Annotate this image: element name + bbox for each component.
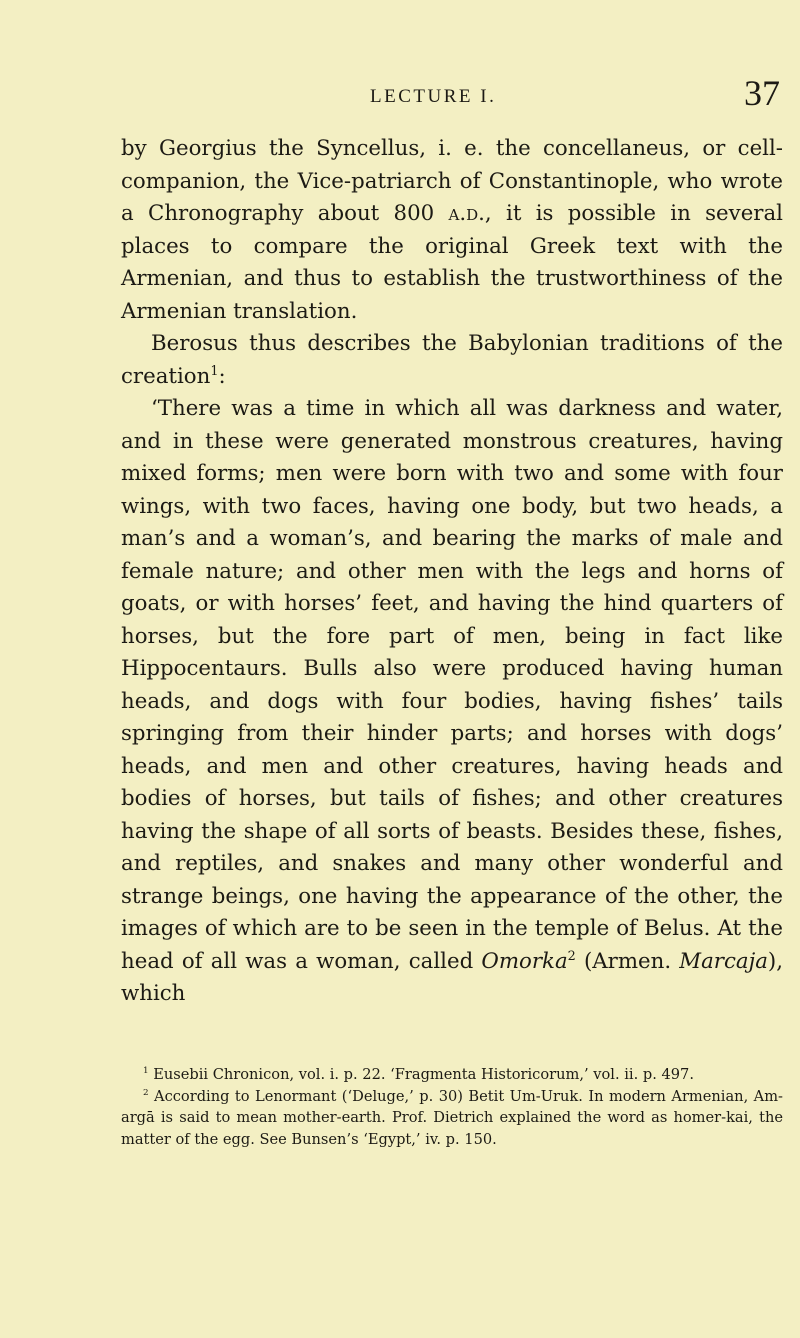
term-omorka: Omorka — [481, 948, 568, 974]
footnote-1 — [121, 1064, 783, 1086]
footnotes — [121, 1064, 783, 1150]
paragraph-berosus — [121, 328, 783, 393]
quotation-text: ), which — [121, 948, 783, 1006]
paragraph-text: : — [218, 363, 226, 389]
footnote-2 — [121, 1086, 783, 1151]
term-marcaja: Marcaja — [679, 948, 768, 974]
footnote-text: Eusebii Chronicon, vol. i. p. 22. ‘Fragmenta Historicorum,’ vol. ii. p. 497. — [148, 1066, 694, 1083]
footnote-ref-2: 2 — [567, 948, 576, 964]
page-header — [120, 68, 780, 113]
paragraph-text: Berosus thus describes the Babylonian traditions of the creation — [121, 331, 783, 389]
paragraph-text: , it is possible in several places to compare the original Greek text with the Armenian, and thus to establish the trustworthiness of the Armenian translation. — [121, 201, 783, 324]
footnote-marker: 2 — [143, 1087, 149, 1098]
footnote-marker: 1 — [143, 1066, 149, 1077]
paragraph-quotation — [121, 393, 783, 1011]
running-head: LECTURE I. — [370, 86, 497, 107]
quotation-text: ‘There was a time in which all was darkness and water, and in these were generated monstrous creatures, having mixed forms; men were born with two and some with four wings, with two faces, having one body, but two heads, a man’s and a woman’s, and bearing the marks of male and female nature; and other men with the legs and horns of goats, or with horses’ feet, and having the hind quarters of horses, but the fore part of men, being in fact like Hippocentaurs. Bulls also were produced having human heads, and dogs with four bodies, having fishes’ tails springing from their hinder parts; and horses with dogs’ heads, and men and other creatures, having heads and bodies of horses, but tails of fishes; and other creatures having the shape of all sorts of beasts. Besides these, fishes, and reptiles, and snakes and many other wonderful and strange beings, one having the appearance of the other, the images of which are to be seen in the temple of Belus. At the head of all was a woman, called — [121, 396, 783, 974]
footnote-ref-1: 1 — [210, 363, 219, 379]
main-text — [121, 133, 783, 1011]
era-abbreviation: a.d. — [448, 201, 485, 226]
paragraph-text: by Georgius the Syncellus, i. e. the concellaneus, or cell-companion, the Vice-patriarch of Constantinople, who wrote a Chronography about 800 — [121, 136, 783, 226]
quotation-text: (Armen. — [575, 948, 680, 974]
footnote-text: According to Lenormant (‘Deluge,’ p. 30) Betit Um-Uruk. In modern Armenian, Am-argā is said to mean mother-earth. Prof. Dietrich explained the word as homer-kai, the matter of the egg. See Bunsen’s ‘Egypt,’ iv. p. 150. — [121, 1087, 783, 1148]
paragraph-syncellus — [121, 133, 783, 328]
page-number: 37 — [744, 73, 780, 113]
